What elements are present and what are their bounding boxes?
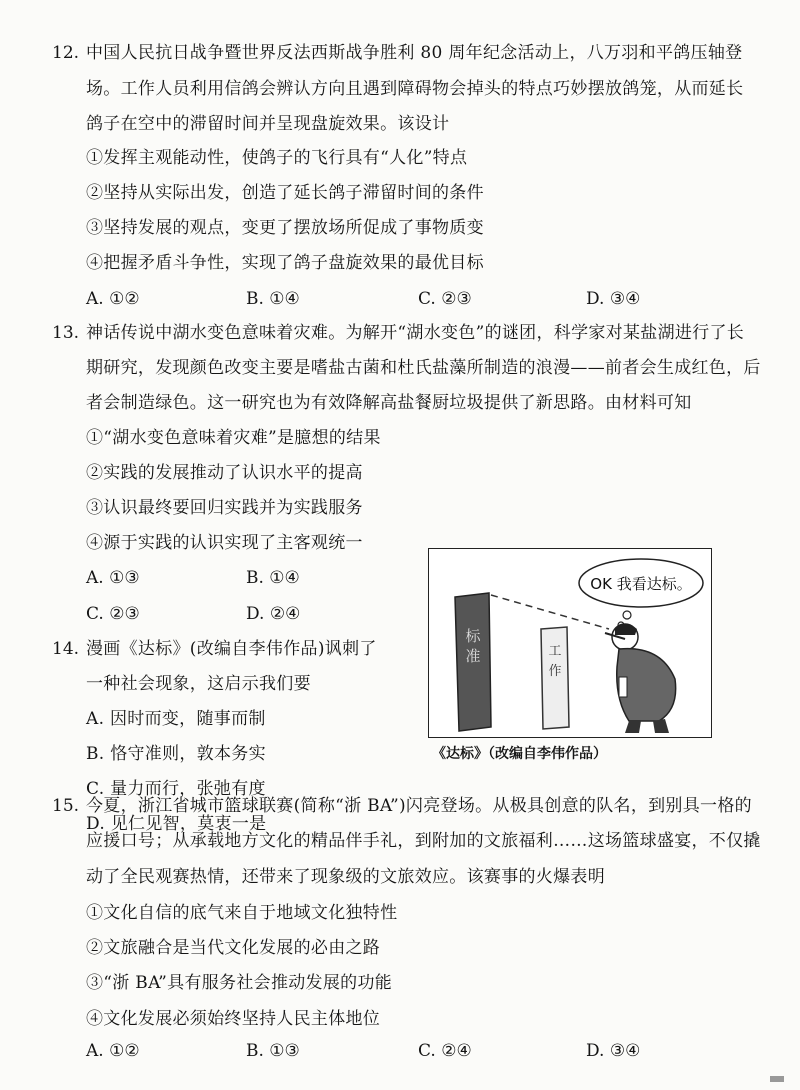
bubble-dot-1 [623, 611, 631, 619]
q13-option-b[interactable]: B. ①④ [246, 568, 300, 588]
q12-option-b[interactable]: B. ①④ [246, 289, 300, 309]
q15-stem-line-1: 今夏，浙江省城市篮球联赛(简称“浙 BA”)闪亮登场。从极具创意的队名，到别具一格的 [86, 796, 752, 816]
bubble-text: OK 我看达标。 [590, 575, 692, 593]
q13-option-a[interactable]: A. ①③ [86, 568, 140, 588]
q15-option-b[interactable]: B. ①③ [246, 1041, 300, 1061]
q12-stem-line-3: 鸽子在空中的滞留时间并呈现盘旋效果。该设计 [86, 114, 450, 134]
cartoon-caption: 《达标》（改编自李伟作品） [432, 746, 607, 762]
q14-option-a[interactable]: A. 因时而变，随事而制 [86, 709, 266, 729]
sight-line [491, 595, 609, 629]
q12-statement-1: ①发挥主观能动性，使鸽子的飞行具有“人化”特点 [86, 148, 468, 168]
q13-statement-4: ④源于实践的认识实现了主客观统一 [86, 533, 363, 553]
tall-sign-char-2: 准 [465, 647, 481, 665]
q13-number: 13. [52, 323, 80, 343]
q15-statement-1: ①文化自信的底气来自于地域文化独特性 [86, 903, 398, 923]
q12-option-c[interactable]: C. ②③ [418, 289, 472, 309]
q15-option-c[interactable]: C. ②④ [418, 1041, 472, 1061]
q13-stem-line-2: 期研究，发现颜色改变主要是嗜盐古菌和杜氏盐藻所制造的浪漫——前者会生成红色，后 [86, 358, 761, 378]
q14-option-d[interactable]: D. 见仁见智，莫衷一是 [86, 814, 267, 834]
q13-option-d[interactable]: D. ②④ [246, 604, 301, 624]
q14-stem-line-1: 漫画《达标》(改编自李伟作品)讽刺了 [86, 639, 377, 659]
q15-number: 15. [52, 796, 80, 816]
q12-option-a[interactable]: A. ①② [86, 289, 140, 309]
q14-option-b[interactable]: B. 恪守准则，敦本务实 [86, 744, 266, 764]
q12-number: 12. [52, 43, 80, 63]
q15-statement-2: ②文旅融合是当代文化发展的必由之路 [86, 938, 381, 958]
q13-statement-1: ①“湖水变色意味着灾难”是臆想的结果 [86, 428, 381, 448]
man-leg-right [653, 719, 669, 733]
q12-statement-2: ②坚持从实际出发，创造了延长鸽子滞留时间的条件 [86, 183, 484, 203]
cartoon-figure [428, 548, 712, 738]
q13-statement-3: ③认识最终要回归实践并为实践服务 [86, 498, 363, 518]
q12-stem-line-2: 场。工作人员利用信鸽会辨认方向且遇到障碍物会掉头的特点巧妙摆放鸽笼，从而延长 [86, 79, 744, 99]
q12-statement-4: ④把握矛盾斗争性，实现了鸽子盘旋效果的最优目标 [86, 253, 484, 273]
short-sign-char-1: 工 [548, 644, 562, 659]
q13-stem-line-3: 者会制造绿色。这一研究也为有效降解高盐餐厨垃圾提供了新思路。由材料可知 [86, 393, 692, 413]
q15-statement-4: ④文化发展必须始终坚持人民主体地位 [86, 1009, 381, 1029]
q15-option-a[interactable]: A. ①② [86, 1041, 140, 1061]
short-sign-char-2: 作 [548, 664, 562, 679]
q12-statement-3: ③坚持发展的观点，变更了摆放场所促成了事物质变 [86, 218, 484, 238]
q15-stem-line-2: 应援口号；从承载地方文化的精品伴手礼，到附加的文旅福利……这场篮球盛宴，不仅撬 [86, 831, 761, 851]
scan-watermark-mark [770, 1076, 784, 1082]
man-shirt-tie [619, 677, 627, 697]
q15-option-d[interactable]: D. ③④ [586, 1041, 641, 1061]
man-leg-left [625, 721, 641, 733]
q13-stem-line-1: 神话传说中湖水变色意味着灾难。为解开“湖水变色”的谜团，科学家对某盐湖进行了长 [86, 323, 745, 343]
cartoon-drawing [429, 549, 713, 739]
q14-option-c[interactable]: C. 量力而行，张弛有度 [86, 779, 266, 799]
q14-stem-line-2: 一种社会现象，这启示我们要 [86, 674, 311, 694]
q13-statement-2: ②实践的发展推动了认识水平的提高 [86, 463, 363, 483]
q14-number: 14. [52, 639, 80, 659]
q12-option-d[interactable]: D. ③④ [586, 289, 641, 309]
tall-sign-char-1: 标 [465, 627, 481, 645]
q15-statement-3: ③“浙 BA”具有服务社会推动发展的功能 [86, 973, 393, 993]
q13-option-c[interactable]: C. ②③ [86, 604, 140, 624]
q15-stem-line-3: 动了全民观赛热情，还带来了现象级的文旅效应。该赛事的火爆表明 [86, 867, 605, 887]
q12-stem-line-1: 中国人民抗日战争暨世界反法西斯战争胜利 80 周年纪念活动上，八万羽和平鸽压轴登 [86, 43, 743, 63]
